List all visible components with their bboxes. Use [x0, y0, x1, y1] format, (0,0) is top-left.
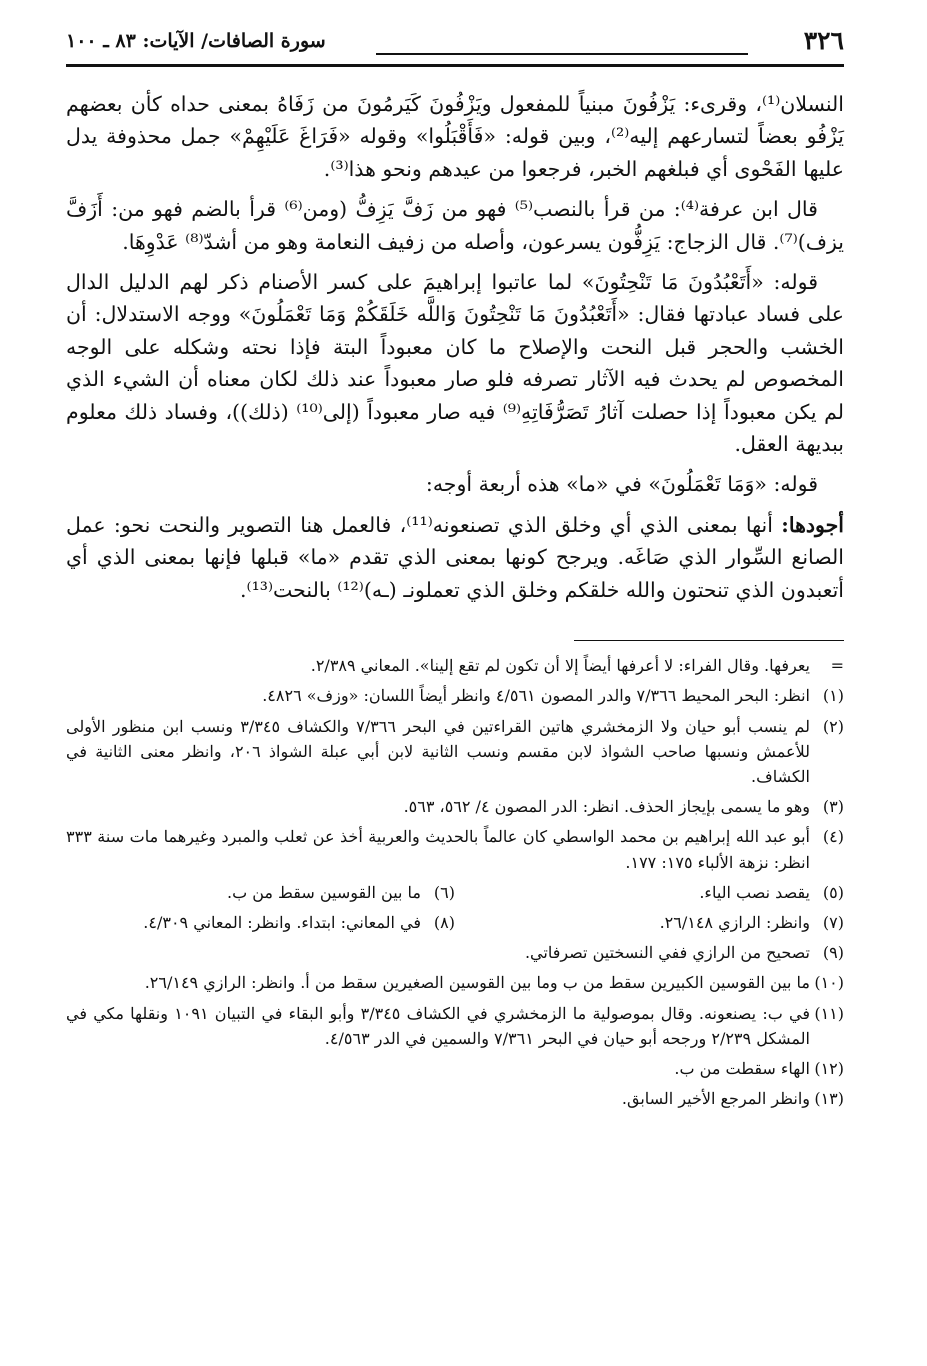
main-text	[66, 88, 844, 606]
footnote-text: انظر: البحر المحيط ٧/٣٦٦ والدر المصون ٤/٥٦١ وانظر أيضاً اللسان: «وزف» ٤٨٢٦.	[262, 686, 810, 706]
footnote-text: ما بين القوسين الكبيرين سقط من ب وما بين القوسين الصغيرين سقط من أ. وانظر: الرازي ٢٦/١٤٩.	[144, 973, 810, 993]
footnote-text: لم ينسب أبو حيان ولا الزمخشري هاتين القراءتين في البحر ٧/٣٦٦ والكشاف ٣/٣٤٥ ونسب ابن منظور الأولى للأعمش ونسبها صاحب الشواذ لابن مقسم ونسب الثانية لابن أبي عبلة الشواذ ٢٠٦، وانظر معنى الثانية في الكشاف.	[66, 716, 811, 786]
paragraph-3: قوله: «أَتَعْبُدُونَ مَا تَنْحِتُونَ» لما عاتبوا إبراهيمَ على كسر الأصنام ذكر لهم الدليل الدال على فساد عبادتها فقال: «أَتَعْبُدُونَ مَا تَنْحِتُونَ وَاللَّه خَلَقَكُمْ وَمَا تَعْمَلُونَ» ووجه الاستدلال: أن الخشب والحجر قبل النحت والإصلاح ما كان معبوداً البتة فإذا نحته وشكله على الوجه المخصوص لم يحدث فيه الآثار تصرفه فلو صار معبوداً عند ذلك لكان معناه أن الشيء الذي لم يكن معبوداً إذا حصلت آثارُ تَصَرُّفَاتِهِ⁽⁹⁾ فيه صار معبوداً (إلى⁽¹⁰⁾ (ذلك))، وفساد ذلك معلوم ببديهة العقل.	[66, 270, 844, 457]
footnote-number: (٧)	[822, 912, 844, 932]
footnote-number: (٥)	[822, 882, 844, 902]
footnote-text: أبو عبد الله إبراهيم بن محمد الواسطي كان عالماً بالحديث والعربية أخذ عن ثعلب والمبرد وغيرهما مات سنة ٣٣٣ انظر: نزهة الألباء ١٧٥: ١٧٧.	[66, 827, 810, 872]
running-title: سورة الصافات/ الآيات: ٨٣ ـ ١٠٠	[66, 30, 326, 52]
footnote-1	[66, 683, 844, 708]
footnote-number: (٩)	[822, 943, 844, 963]
footnote-number: (١٢)	[814, 1058, 844, 1078]
header-line	[376, 53, 748, 55]
book-page	[66, 22, 844, 1352]
footnote-text: وهو ما يسمى بإيجاز الحذف. انظر: الدر المصون ٤/ ٥٦٢، ٥٦٣.	[403, 797, 810, 817]
footnote-text: يعرفها. وقال الفراء: لا أعرفها أيضاً إلا أن تكون لم تقع إلينا». المعاني ٢/٣٨٩.	[310, 656, 810, 676]
running-header	[66, 22, 844, 62]
footnote-number: (١٣)	[814, 1089, 844, 1109]
footnote-text: ما بين القوسين سقط من ب.	[226, 882, 421, 902]
footnote-text: في ب: يصنعونه. وقال بموصولية ما الزمخشري في الكشاف ٣/٣٤٥ وأبو البقاء في التبيان ١٠٩١ ونقلها مكي في المشكل ٢/٢٣٩ ورجحه أبو حيان في البحر ٧/٣٦١ والسمين في الدر ٤/٥٦٣.	[66, 1003, 811, 1048]
footnote-8	[66, 910, 455, 935]
paragraph-1: النسلان⁽¹⁾، وقرىء: يَزْفُونَ مبنياً للمفعول ويَزْفُونَ كَيَرمُونَ من زَفَاهُ بمعنى حداه كأن بعضهم يَزْفُو بعضاً لتسارعهم إليه⁽²⁾، وبين قوله: «فَأَقْبَلُوا» وقوله «فَرَاغَ عَلَيْهِمْ» جمل محذوفة يدل عليها الفَحْوى أي فبلغهم الخبر، فرجعوا من عيدهم ونحو هذا⁽³⁾.	[66, 92, 845, 181]
footnote-13	[66, 1086, 844, 1111]
footnote-separator	[574, 640, 844, 641]
page-number: ٣٢٦	[803, 26, 844, 55]
footnote-number: (١٠)	[814, 973, 844, 993]
footnote-2	[66, 714, 844, 790]
footnote-9	[66, 940, 844, 965]
footnote-6	[66, 880, 455, 905]
footnote-5	[455, 880, 844, 905]
footnote-number: =	[830, 656, 844, 676]
footnote-text: الهاء سقطت من ب.	[674, 1058, 810, 1078]
footnote-number: (٢)	[822, 716, 844, 736]
footnote-number: (٣)	[822, 797, 844, 817]
paragraph-2: قال ابن عرفة⁽⁴⁾: من قرأ بالنصب⁽⁵⁾ فهو من زَفَّ يَزِفُّ (ومن⁽⁶⁾ قرأ بالضم فهو من: أَزَفَّ يزف)⁽⁷⁾. قال الزجاج: يَزِفُّون يسرعون، وأصله من زفيف النعامة وهو من أشدّ⁽⁸⁾ عَدْوِهَا.	[66, 197, 844, 254]
footnote-3	[66, 794, 844, 819]
paragraph-5-text: أنها بمعنى الذي أي وخلق الذي تصنعونه⁽¹¹⁾، فالعمل هنا التصوير والنحت نحو: عمل الصانع السِّوار الذي صَاغَه. ويرجح كونها بمعنى الذي تقدم «ما» قبلها فإنها بمعنى الذي أي أتعبدون الذي تنحتون والله خلقكم وخلق الذي تعملونـ (ـه)⁽¹²⁾ بالنحت⁽¹³⁾.	[66, 512, 844, 602]
footnote-continued	[66, 653, 844, 678]
footnote-7	[455, 910, 844, 935]
footnote-10	[66, 970, 844, 995]
footnote-number: (١١)	[814, 1003, 844, 1023]
footnote-number: (٦)	[433, 882, 455, 902]
header-rule	[66, 64, 844, 67]
footnote-11	[66, 1001, 844, 1051]
paragraph-5	[66, 509, 844, 606]
footnote-12	[66, 1056, 844, 1081]
footnote-text: تصحيح من الرازي ففي النسختين تصرفاتي.	[524, 943, 810, 963]
footnote-number: (١)	[822, 686, 844, 706]
footnote-text: يقصد نصب الياء.	[699, 882, 810, 902]
footnote-text: وانظر المرجع الأخير السابق.	[621, 1089, 810, 1109]
footnotes-7-8	[66, 910, 844, 935]
footnote-text: وانظر: الرازي ٢٦/١٤٨.	[659, 912, 810, 932]
footnote-text: في المعاني: ابتداء. وانظر: المعاني ٤/٣٠٩.	[143, 912, 421, 932]
footnote-number: (٤)	[822, 827, 844, 847]
paragraph-4: قوله: «وَمَا تَعْمَلُونَ» في «ما» هذه أربعة أوجه:	[425, 472, 818, 497]
footnotes-5-6	[66, 880, 844, 905]
footnote-4	[66, 824, 844, 874]
footnotes	[66, 653, 844, 1111]
paragraph-5-lead: أجودها:	[781, 512, 844, 537]
footnote-number: (٨)	[433, 912, 455, 932]
